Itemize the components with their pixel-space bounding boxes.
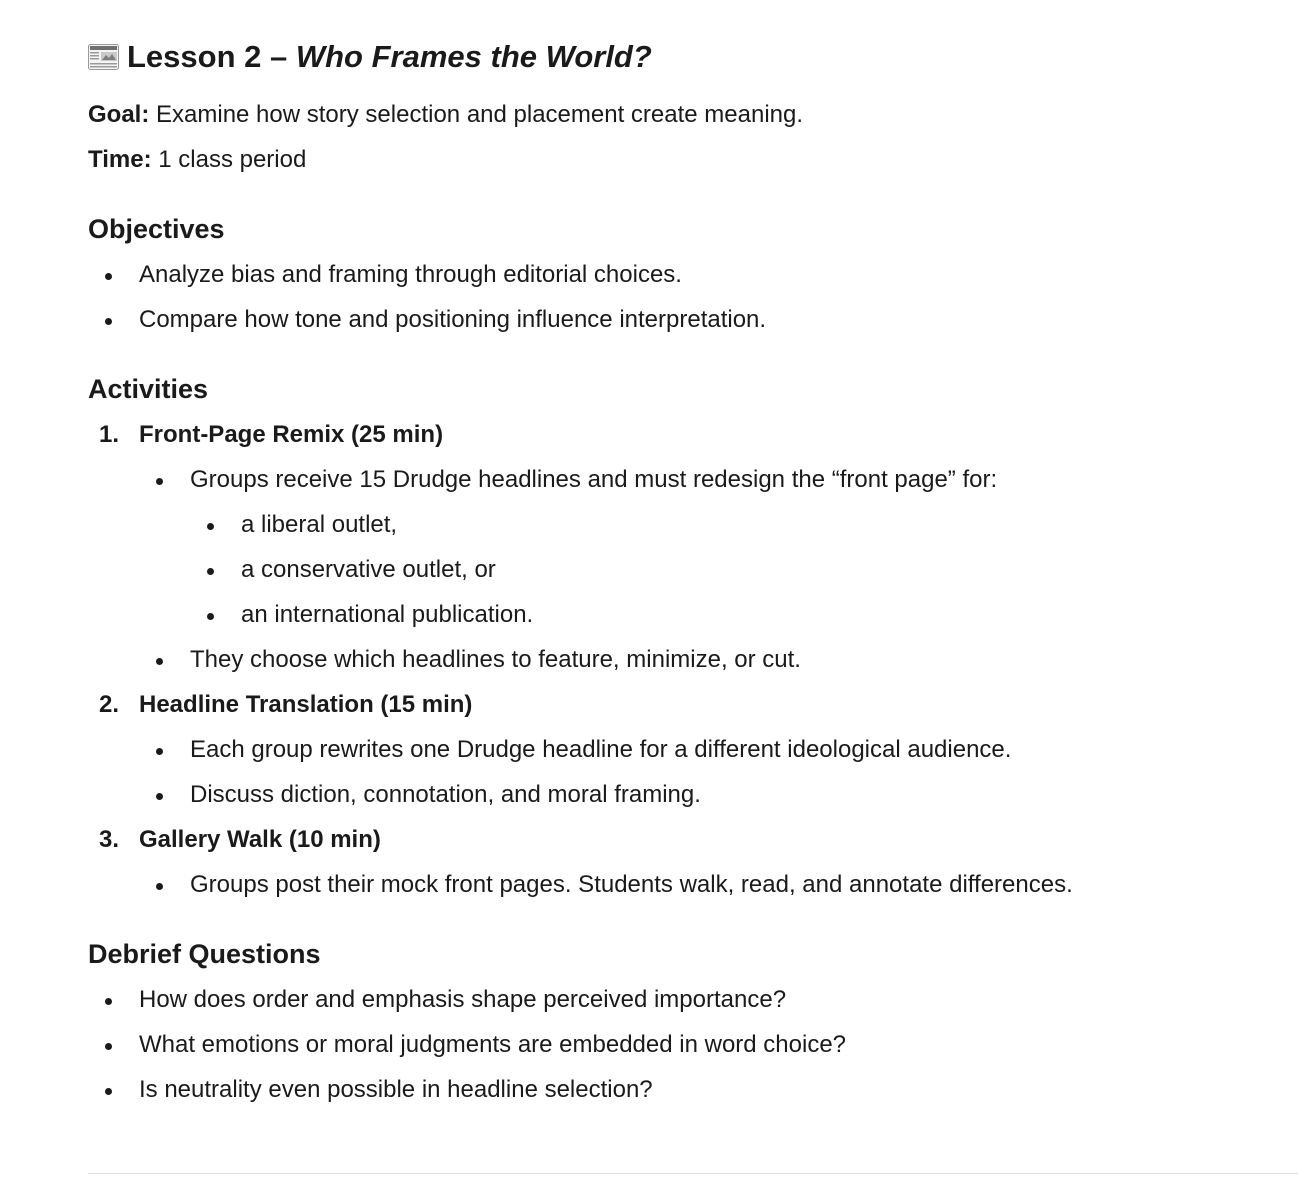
activity-sub-bullet: an international publication. bbox=[190, 600, 1298, 630]
debrief-question: Is neutrality even possible in headline selection? bbox=[88, 1075, 1298, 1105]
newspaper-icon bbox=[88, 44, 119, 70]
activity-title: Headline Translation (15 min) bbox=[139, 691, 473, 718]
activity-bullet-text: Groups receive 15 Drudge headlines and must redesign the “front page” for: bbox=[190, 466, 998, 493]
activity-bullet: Discuss diction, connotation, and moral framing. bbox=[139, 780, 1298, 810]
activity-bullets bbox=[139, 465, 1298, 675]
goal-label: Goal: bbox=[88, 101, 150, 128]
activities-heading: Activities bbox=[88, 374, 209, 404]
objective-item: Compare how tone and positioning influence interpretation. bbox=[88, 305, 1298, 335]
activity-item bbox=[88, 420, 1298, 675]
activity-bullet: Each group rewrites one Drudge headline for a different ideological audience. bbox=[139, 735, 1298, 765]
objective-item: Analyze bias and framing through editorial choices. bbox=[88, 260, 1298, 290]
lesson-title-italic: Who Frames the World? bbox=[295, 39, 652, 74]
goal-line bbox=[88, 100, 1298, 130]
debrief-heading: Debrief Questions bbox=[88, 939, 321, 969]
activity-bullet: They choose which headlines to feature, minimize, or cut. bbox=[139, 645, 1298, 675]
activity-number: 2. bbox=[99, 691, 120, 718]
activity-bullets bbox=[139, 735, 1298, 810]
activity-title: Gallery Walk (10 min) bbox=[139, 826, 381, 853]
activity-number: 1. bbox=[99, 421, 120, 448]
activity-item bbox=[88, 690, 1298, 810]
debrief-question: What emotions or moral judgments are embedded in word choice? bbox=[88, 1030, 1298, 1060]
goal-text: Examine how story selection and placement create meaning. bbox=[149, 101, 804, 128]
activity-number: 3. bbox=[99, 826, 120, 853]
lesson-document bbox=[88, 30, 1298, 1105]
activity-item bbox=[88, 825, 1298, 900]
activity-title: Front-Page Remix (25 min) bbox=[139, 421, 444, 448]
lesson-title-prefix: Lesson 2 – bbox=[127, 39, 296, 74]
activity-sub-bullet: a conservative outlet, or bbox=[190, 555, 1298, 585]
time-text: 1 class period bbox=[151, 146, 307, 173]
activity-bullets bbox=[139, 870, 1298, 900]
objectives-list bbox=[88, 260, 1298, 335]
time-label: Time: bbox=[88, 146, 152, 173]
section-divider bbox=[88, 1173, 1298, 1174]
activity-bullet bbox=[139, 465, 1298, 630]
time-line bbox=[88, 145, 1298, 175]
activity-sub-bullets bbox=[190, 510, 1298, 630]
debrief-question: How does order and emphasis shape perceived importance? bbox=[88, 985, 1298, 1015]
activity-bullet: Groups post their mock front pages. Students walk, read, and annotate differences. bbox=[139, 870, 1298, 900]
debrief-list bbox=[88, 985, 1298, 1105]
lesson-title bbox=[88, 30, 1298, 86]
activities-list bbox=[88, 420, 1298, 900]
activity-sub-bullet: a liberal outlet, bbox=[190, 510, 1298, 540]
objectives-heading: Objectives bbox=[88, 214, 225, 244]
